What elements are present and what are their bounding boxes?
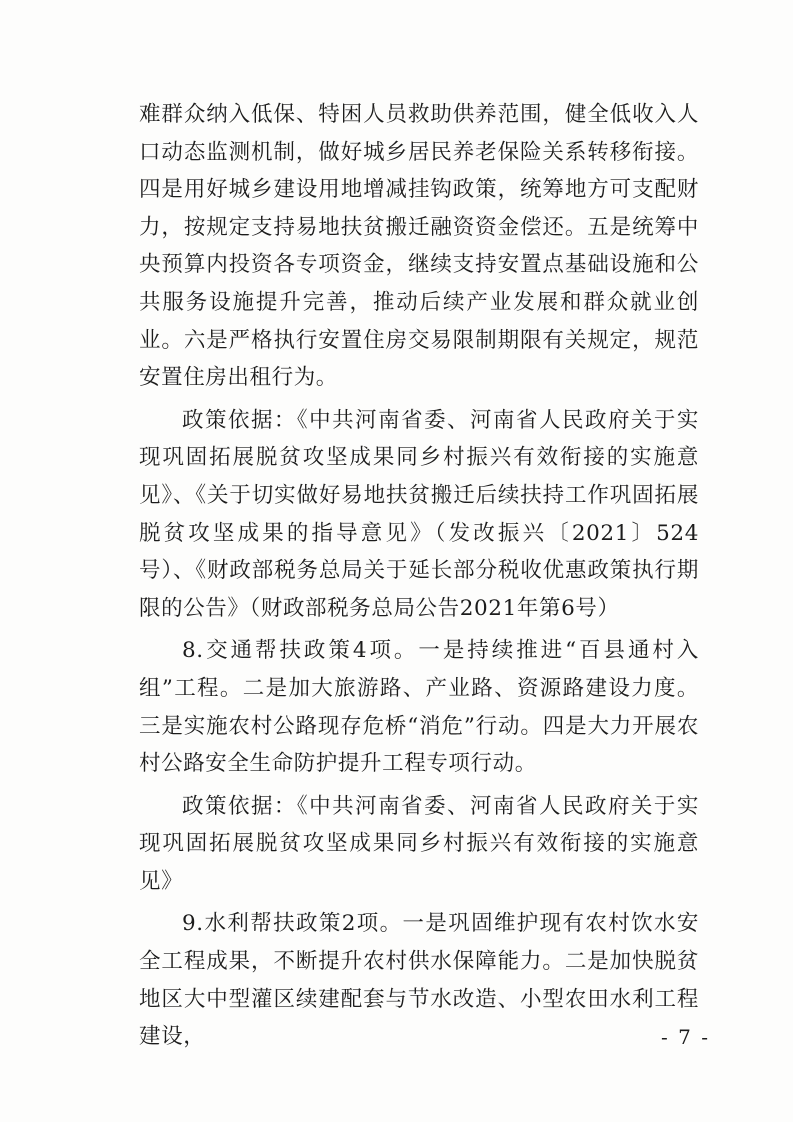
page-number: - 7 - bbox=[661, 1025, 710, 1049]
paragraph-continuation: 难群众纳入低保、特困人员救助供养范围，健全低收入人口动态监测机制，做好城乡居民养老保险关系转移衔接。四是用好城乡建设用地增减挂钩政策，统筹地方可支配财力，按规定支持易地扶贫搬迁融资资金偿还。五是统筹中央预算内投资各专项资金，继续支持安置点基础设施和公共服务设施提升完善，推动后续产业发展和群众就业创业。六是严格执行安置住房交易限制期限有关规定，规范安置住房出租行为。 bbox=[139, 102, 699, 391]
paragraph-policy-basis-8: 政策依据：《中共河南省委、河南省人民政府关于实现巩固拓展脱贫攻坚成果同乡村振兴有效衔接的实施意见》 bbox=[139, 793, 699, 894]
paragraph-transport-policy: 8.交通帮扶政策4项。一是持续推进“百县通村入组”工程。二是加大旅游路、产业路、资源路建设力度。三是实施农村公路现存危桥“消危”行动。四是大力开展农村公路安全生命防护提升工程专项行动。 bbox=[139, 638, 699, 777]
body-text bbox=[139, 96, 699, 1056]
paragraph-policy-basis-7: 政策依据：《中共河南省委、河南省人民政府关于实现巩固拓展脱贫攻坚成果同乡村振兴有效衔接的实施意见》、《关于切实做好易地扶贫搬迁后续扶持工作巩固拓展脱贫攻坚成果的指导意见》（发改振兴〔2021〕524号）、《财政部税务总局关于延长部分税收优惠政策执行期限的公告》（财政部税务总局公告2021年第6号） bbox=[139, 407, 699, 621]
paragraph-water-policy: 9.水利帮扶政策2项。一是巩固维护现有农村饮水安全工程成果，不断提升农村供水保障能力。二是加快脱贫地区大中型灌区续建配套与节水改造、小型农田水利工程建设， bbox=[139, 911, 699, 1050]
